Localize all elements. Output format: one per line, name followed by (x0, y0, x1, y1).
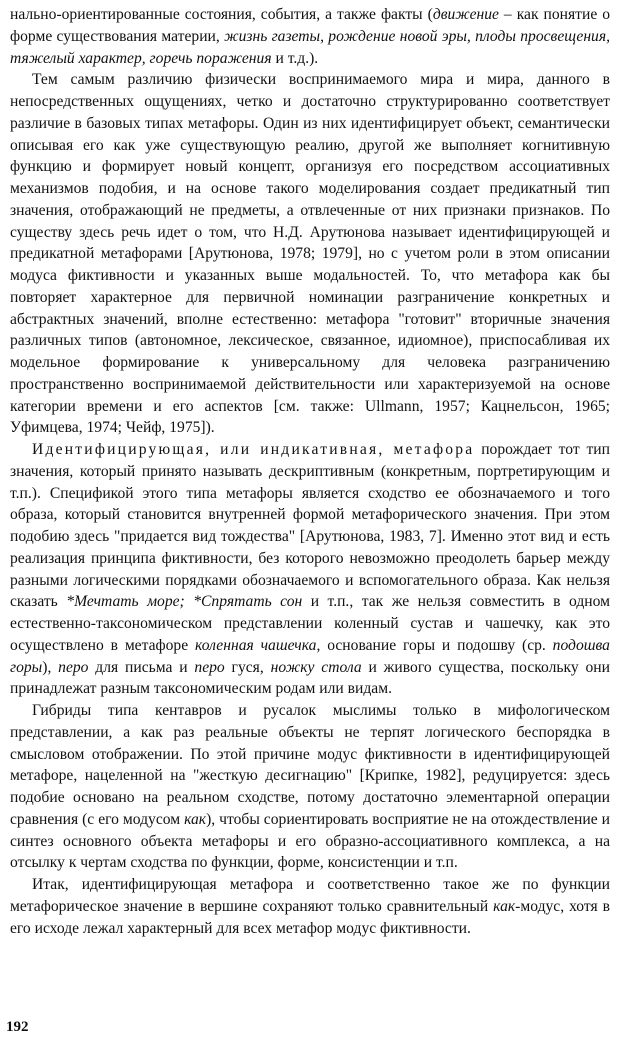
italic-example: перо (194, 658, 225, 676)
text-run: Гибриды типа кентавров и русалок мыслимы только в мифологическом представлении, а как раз реальные объекты не терпят логического беспорядка в смысловом отображении. По этой причине модус фиктивности в идентифицирующей метафоре, нацеленной на "жесткую десигнацию" [Крипке, 1982], редуцируется: здесь подобие основано на реальном сходстве, потому достаточно элементарной операции сравнения (с его модусом (10, 702, 610, 828)
italic-example: ножку стола (270, 658, 362, 676)
text-run: и т.п., так же нельзя совместить в одном естественно-таксономическом представлении коленный сустав и чашечку, как это осуществлено в метафоре (10, 593, 610, 654)
paragraph-3 (10, 439, 610, 700)
text-run: и живого существа, поскольку они принадлежат разным таксономическим родам или видам. (10, 658, 610, 698)
italic-example: *Мечтать море; *Спрятать сон (66, 593, 303, 611)
text-run: Тем самым различию физически воспринимаемого мира и мира, данного в непосредственных ощущениях, четко и достаточно структурированно соответствует различие в базовых типах метафоры. Один из них идентифицирует объект, семантически описывая его как уже существующую реалию, другой же выполняет когнитивную функцию и формирует новый концепт, организуя его посредством ассоциативных механизмов подобия, и на основе такого моделирования создает предикатный тип значения, отображающий не предметы, а отвлеченные от них признаки признаков. По существу здесь речь идет о том, что Н.Д. Арутюнова называет идентифицирующей и предикатной метафорами [Арутюнова, 1978; 1979], но с учетом роли в этом описании модуса фиктивности и указанных выше модальностей. То, что метафора как бы повторяет характерное для первичной номинации разграничение конкретных и абстрактных значений, вполне естественно: метафора "готовит" вторичные значения различных типов (автономное, лексическое, связанное, идиомное), приспосабливая их модельное формирование к универсальному для человека разграничению пространственно воспринимаемой действительности или характеризуемой на основе категории времени и его аспектов [см. также: Ullmann, 1957; Кацнельсон, 1965; Уфимцева, 1974; Чейф, 1975]). (10, 71, 610, 437)
text-run: -модус, хотя в его исходе лежал характерный для всех метафор модус фиктивности. (10, 897, 610, 937)
paragraph-5 (10, 874, 610, 939)
page-number: 192 (6, 1019, 29, 1035)
text-run: – как понятие о форме существования материи, (10, 6, 611, 45)
text-run: порождает тот тип значения, который принято называть дескриптивным (конкретным, портретирующим и т.п.). Спецификой этого типа метафоры является сходство ее обозначаемого и того образа, который становится внутренней формой метафорического значения. При этом подобию здесь "придается вид тождества" [Арутюнова, 1983, 7]. Именно этот вид и есть реализация принципа фиктивности, без которого невозможно преодолеть барьер между разными логическими порядками обозначаемого и вспомогательного образа. Как нельзя сказать (10, 441, 610, 611)
italic-example: перо (58, 658, 89, 676)
spaced-term: Идентифицирующая, или индикативная, метафора (32, 441, 475, 458)
italic-example: как (184, 810, 207, 828)
paragraph-2 (10, 69, 610, 439)
italic-example: коленная чашечка (195, 636, 317, 654)
text-run: ), (42, 658, 59, 676)
text-run: нально-ориентированные состояния, события, а также факты ( (10, 6, 433, 23)
text-run: и т.д.). (271, 49, 319, 67)
text-run: гуся, (224, 658, 271, 676)
text-run: Итак, идентифицирующая метафора и соответственно такое же по функции метафорическое значение в вершине сохраняют только сравнительный (10, 876, 610, 915)
text-run: , основание горы и подошву (ср. (316, 636, 553, 654)
page-text-body (10, 4, 610, 939)
paragraph-1 (10, 4, 610, 69)
paragraph-4 (10, 700, 610, 874)
italic-example: жизнь газеты, рождение новой эры, плоды просвещения, тяжелый характер, горечь поражения (10, 27, 610, 67)
italic-example: движение (432, 6, 499, 23)
text-run: ), чтобы сориентировать восприятие не на отождествление и синтез основного объекта метафоры и его образно-ассоциативного комплекса, а на отсылку к чертам сходства по функции, форме, консистенции и т.п. (10, 810, 610, 872)
italic-example: подошва горы (10, 636, 610, 676)
text-run: для письма и (88, 658, 195, 676)
italic-example: как (493, 897, 516, 915)
